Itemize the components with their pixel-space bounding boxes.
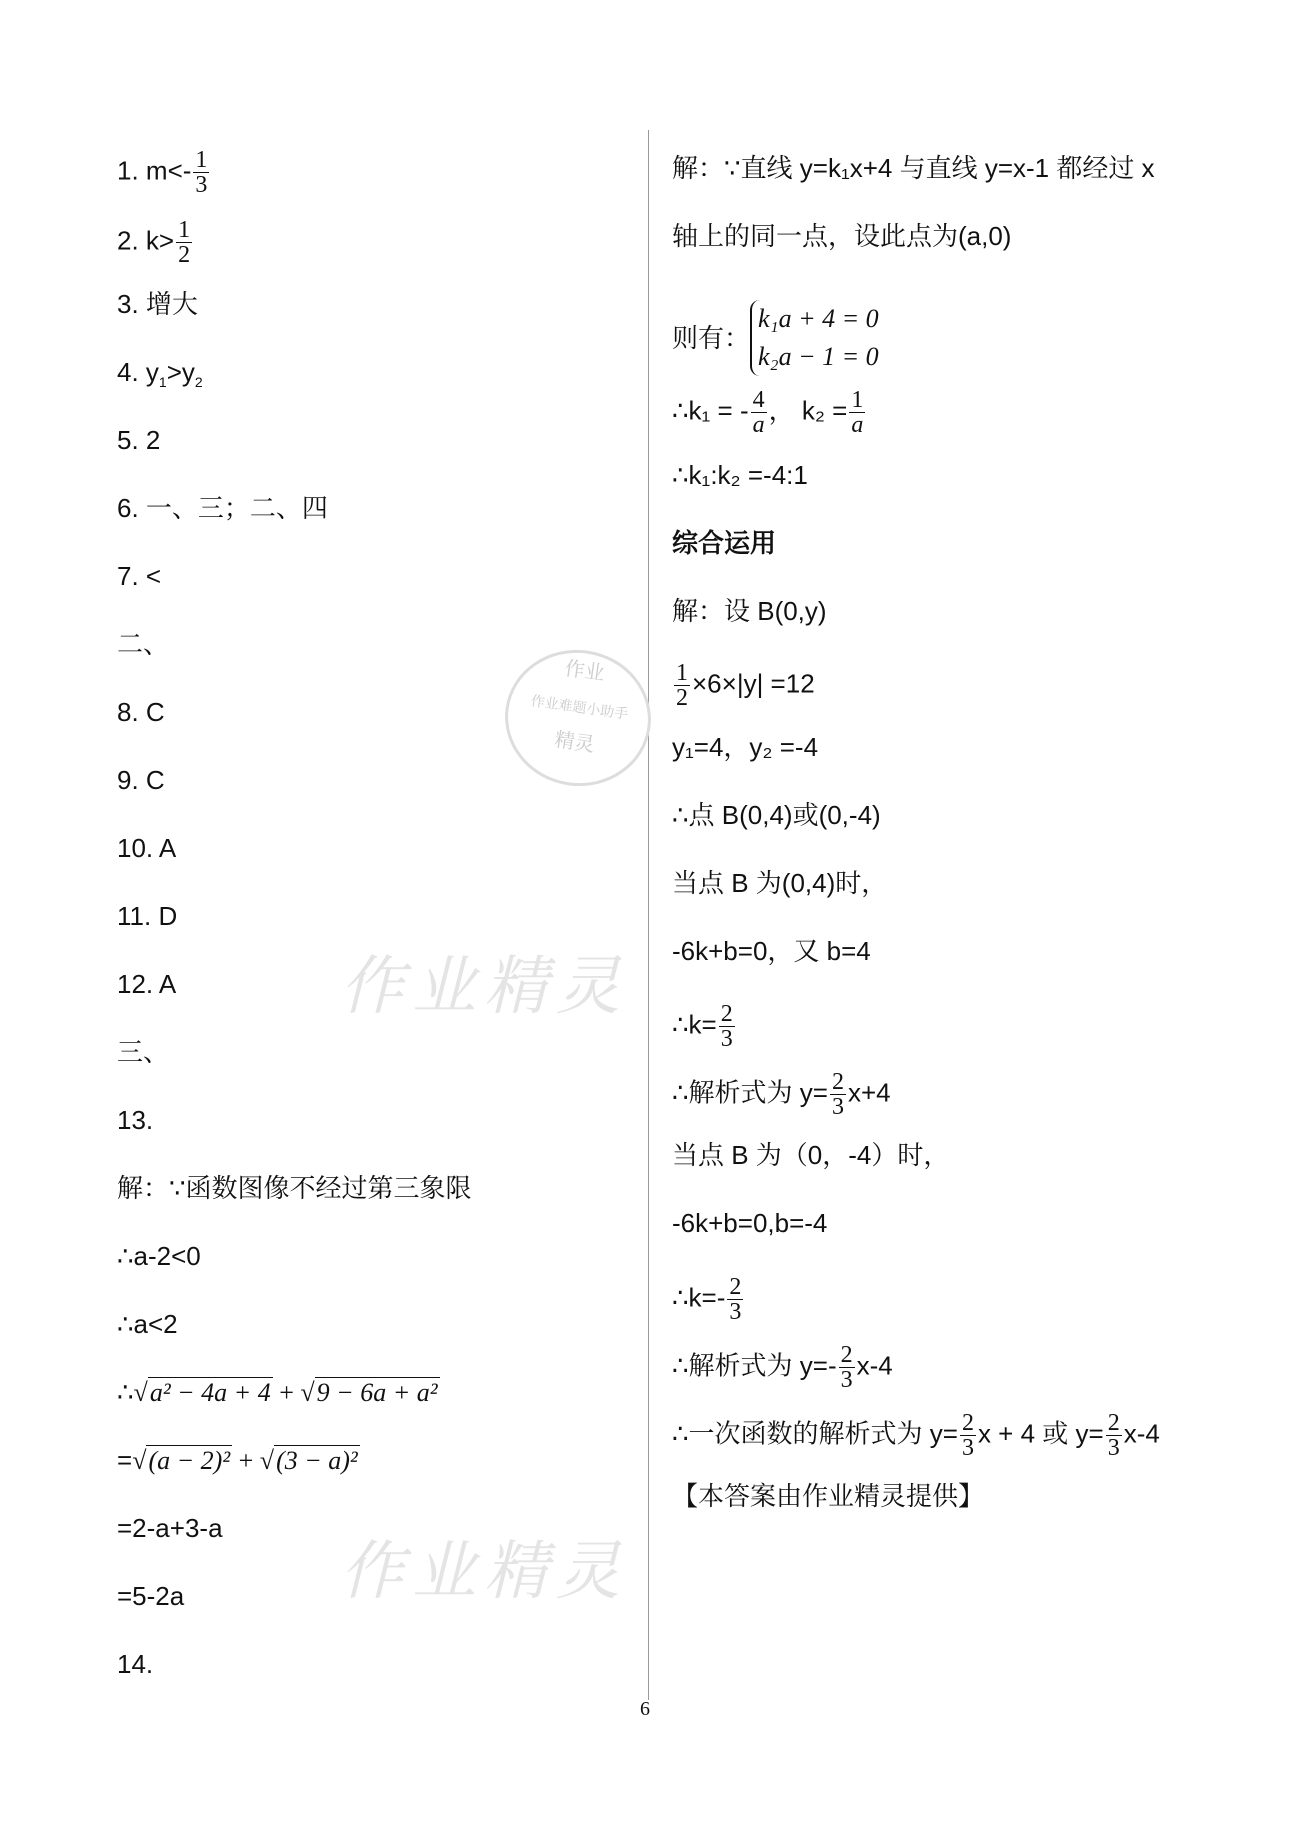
section-2: 二、 xyxy=(117,629,170,659)
solution-line: 解：设 B(0,y) xyxy=(672,596,827,626)
page-number: 6 xyxy=(640,1698,650,1720)
answer-3: 3. 增大 xyxy=(117,289,198,319)
solution-line: 解：∵直线 y=k₁x+4 与直线 y=x-1 都经过 x xyxy=(672,153,1155,183)
solution-line: ∴a-2<0 xyxy=(117,1241,201,1271)
solution-line: -6k+b=0，又 b=4 xyxy=(672,936,871,966)
solution-line: ∴a<2 xyxy=(117,1309,178,1339)
section-3: 三、 xyxy=(117,1037,170,1067)
answer-5: 5. 2 xyxy=(117,425,161,455)
answer-11: 11. D xyxy=(117,901,178,931)
solution-line: =2-a+3-a xyxy=(117,1513,223,1543)
solution-line: $\frac{1}{2}$ ×6×|y| =12 xyxy=(676,660,815,711)
watermark: 作业精灵 xyxy=(340,1535,628,1607)
answer-4: 4. $y_1>y_2$ xyxy=(117,357,203,391)
watermark-stamp: 作业 作业难题小助手 精灵 xyxy=(496,641,660,796)
watermark: 作业精灵 xyxy=(340,950,628,1022)
answer-7: 7. < xyxy=(117,561,162,591)
answer-10: 10. A xyxy=(117,833,177,863)
solution-line: ∴√a² − 4a + 4 + √9 − 6a + a² xyxy=(117,1377,438,1407)
answer-1: 1. m<- $\frac{1}{3}$ xyxy=(117,147,208,198)
solution-line: ∴一次函数的解析式为 y= $\frac{2}{3}$ x + 4 或 y= $\frac{2}{3}$ x-4 xyxy=(672,1410,1160,1461)
solution-line: ∴k= $\frac{2}{3}$ xyxy=(672,1001,733,1052)
solution-line: 当点 B 为(0,4)时， xyxy=(672,868,888,898)
solution-line: ∴k=- $\frac{2}{3}$ xyxy=(672,1274,742,1325)
solution-line: ∴点 B(0,4)或(0,-4) xyxy=(672,800,881,830)
answer-6: 6. 一、三；二、四 xyxy=(117,493,328,523)
section-heading: 综合运用 xyxy=(672,528,777,558)
solution-line: 轴上的同一点，设此点为(a,0) xyxy=(672,221,1012,251)
solution-line: ∴解析式为 y=- $\frac{2}{3}$ x-4 xyxy=(672,1342,893,1393)
solution-line: =5-2a xyxy=(117,1581,185,1611)
footer-credit: 【本答案由作业精灵提供】 xyxy=(672,1481,985,1511)
solution-line: y₁=4，y₂ =-4 xyxy=(672,732,819,762)
solution-line: ∴k₁ = - $\frac{4}{a}$ ， k₂ = $\frac{1}{a}$ xyxy=(672,387,864,438)
answer-2: 2. k> $\frac{1}{2}$ xyxy=(117,217,191,268)
answer-9: 9. C xyxy=(117,765,165,795)
solution-line: -6k+b=0,b=-4 xyxy=(672,1208,828,1238)
answer-13: 13. xyxy=(117,1105,154,1135)
solution-line: 则有： k₁a + 4 = 0 k₂a − 1 = 0 xyxy=(672,300,879,376)
solution-line: ∴k₁:k₂ =-4:1 xyxy=(672,460,808,490)
column-divider xyxy=(648,130,649,1700)
answer-12: 12. A xyxy=(117,969,177,999)
solution-line: ∴解析式为 y= $\frac{2}{3}$ x+4 xyxy=(672,1069,891,1120)
solution-line: 当点 B 为（0，-4）时， xyxy=(672,1140,950,1170)
solution-line: 解：∵函数图像不经过第三象限 xyxy=(117,1173,472,1203)
answer-8: 8. C xyxy=(117,697,165,727)
answer-14: 14. xyxy=(117,1649,154,1679)
solution-line: =√(a − 2)² + √(3 − a)² xyxy=(117,1445,358,1475)
